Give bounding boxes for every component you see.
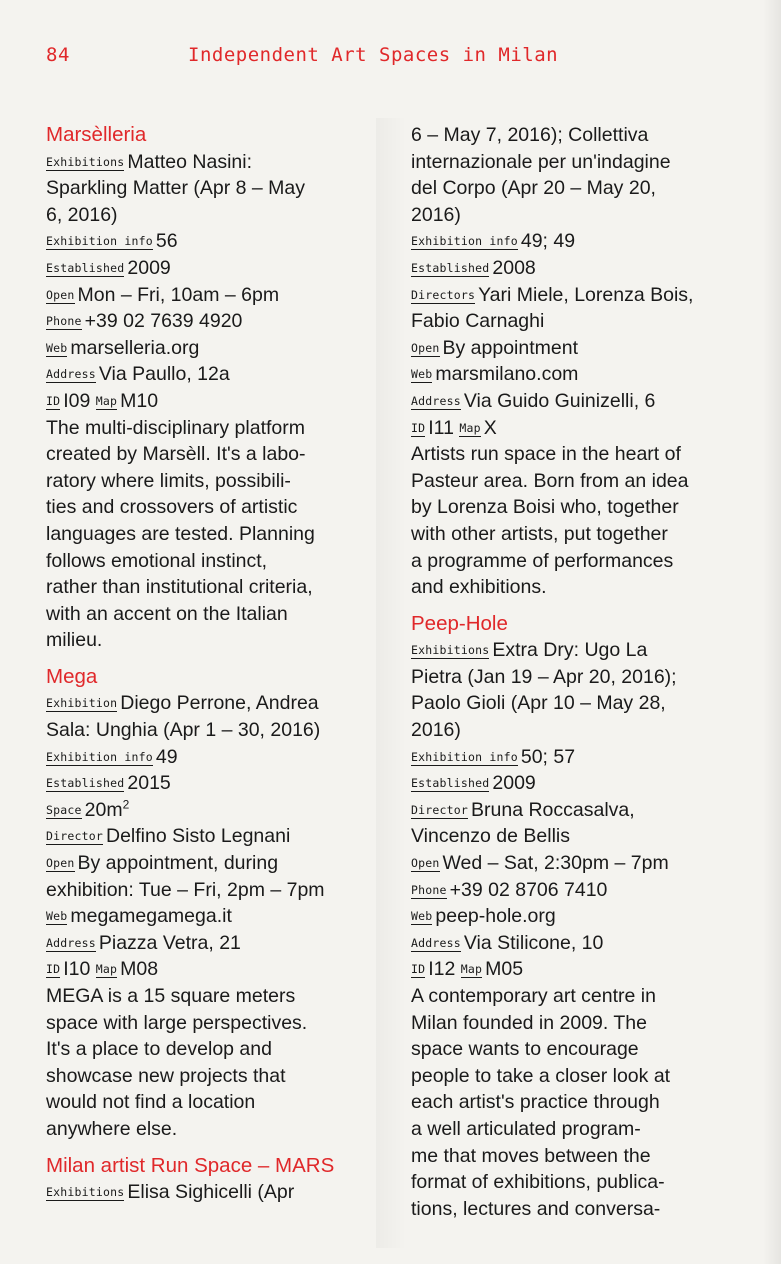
web-line bbox=[46, 335, 376, 362]
entry-title: Marsèlleria bbox=[46, 123, 147, 146]
field-label: Exhibition info bbox=[411, 749, 518, 764]
field-value: Yari Miele, Lorenza Bois, bbox=[478, 283, 694, 306]
entry-title: Mega bbox=[46, 664, 98, 688]
open-line bbox=[411, 850, 746, 877]
description-line: space wants to encourage bbox=[411, 1038, 639, 1061]
description-line: Pasteur area. Born from an idea bbox=[411, 469, 689, 492]
entry-title: Peep-Hole bbox=[411, 611, 508, 635]
field-value: 49 bbox=[155, 745, 178, 768]
field-value: Extra Dry: Ugo La bbox=[492, 639, 648, 662]
director-line: Vincenzo de Bellis bbox=[411, 825, 570, 848]
field-value: 2008 bbox=[492, 256, 536, 279]
exhibitions-line bbox=[411, 637, 746, 664]
description-line: anywhere else. bbox=[46, 1117, 178, 1140]
address-line bbox=[411, 930, 746, 957]
established-line bbox=[46, 255, 376, 282]
field-label: Phone bbox=[411, 882, 447, 897]
exhibitions-line: internazionale per un'indagine bbox=[411, 150, 671, 173]
field-label: ID bbox=[46, 962, 61, 977]
field-value: M05 bbox=[485, 958, 524, 981]
description-line: people to take a closer look at bbox=[411, 1064, 671, 1087]
id-map-line bbox=[411, 956, 746, 983]
field-value: 20m bbox=[84, 798, 123, 821]
description-line: Milan founded in 2009. The bbox=[411, 1011, 647, 1034]
right-column bbox=[411, 122, 746, 1222]
field-value: Via Stilicone, 10 bbox=[463, 931, 604, 954]
exhibition-info-line bbox=[46, 228, 376, 255]
exhibitions-line: 2016) bbox=[411, 719, 461, 742]
field-label: ID bbox=[46, 393, 61, 408]
entry-mars-start bbox=[46, 1153, 376, 1206]
field-value: peep-hole.org bbox=[435, 905, 556, 928]
exhibitions-line: 6, 2016) bbox=[46, 203, 118, 226]
exhibition-info-line bbox=[411, 744, 746, 771]
open-line: exhibition: Tue – Fri, 2pm – 7pm bbox=[46, 878, 325, 901]
director-line: Fabio Carnaghi bbox=[411, 310, 545, 333]
field-value: +39 02 7639 4920 bbox=[84, 310, 243, 333]
bleed-through-shadow bbox=[376, 118, 406, 1248]
entry-title: Milan artist Run Space – MARS bbox=[46, 1153, 335, 1177]
entry-mega bbox=[46, 664, 376, 1143]
description-line: rather than institutional criteria, bbox=[46, 576, 313, 599]
field-value: 49; 49 bbox=[520, 230, 576, 253]
field-value: M10 bbox=[120, 389, 159, 412]
field-value: Piazza Vetra, 21 bbox=[98, 931, 241, 954]
field-label: Space bbox=[46, 802, 82, 817]
description-line: milieu. bbox=[46, 629, 103, 652]
description-line: format of exhibitions, publica- bbox=[411, 1171, 665, 1194]
director-line bbox=[411, 282, 746, 309]
web-line bbox=[46, 903, 376, 930]
superscript: 2 bbox=[122, 797, 130, 812]
description-line: each artist's practice through bbox=[411, 1091, 660, 1114]
exhibitions-line: Sala: Unghia (Apr 1 – 30, 2016) bbox=[46, 719, 321, 742]
field-label: Open bbox=[411, 340, 440, 355]
field-value: Via Guido Guinizelli, 6 bbox=[463, 389, 656, 412]
field-label: Director bbox=[46, 829, 103, 844]
exhibitions-line: del Corpo (Apr 20 – May 20, bbox=[411, 177, 656, 200]
field-label: Established bbox=[46, 260, 125, 275]
running-title: Independent Art Spaces in Milan bbox=[188, 44, 559, 66]
description-line: MEGA is a 15 square meters bbox=[46, 985, 296, 1007]
field-label: Address bbox=[411, 393, 461, 408]
field-value: megamegamega.it bbox=[70, 905, 232, 928]
field-label: Open bbox=[46, 287, 75, 302]
field-label: Map bbox=[460, 962, 483, 977]
field-label: Exhibition info bbox=[411, 234, 518, 249]
entry-mars-continued bbox=[411, 122, 746, 601]
space-line bbox=[46, 797, 376, 824]
field-value: I10 bbox=[63, 958, 91, 981]
description-line: with other artists, put together bbox=[411, 522, 668, 545]
description-line: tions, lectures and conversa- bbox=[411, 1197, 661, 1220]
field-label: Open bbox=[411, 856, 440, 871]
director-line bbox=[46, 823, 376, 850]
web-line bbox=[411, 903, 746, 930]
description-line: It's a place to develop and bbox=[46, 1038, 272, 1061]
field-label: Web bbox=[46, 909, 68, 924]
web-line bbox=[411, 361, 746, 388]
entry-marselleria bbox=[46, 122, 376, 654]
field-label: Exhibition bbox=[46, 696, 118, 711]
field-value: Delfino Sisto Legnani bbox=[106, 825, 291, 848]
description-line: A contemporary art centre in bbox=[411, 985, 656, 1007]
field-value: Via Paullo, 12a bbox=[98, 363, 230, 386]
field-label: Director bbox=[411, 802, 468, 817]
field-value: I12 bbox=[428, 958, 456, 981]
exhibitions-line: 2016) bbox=[411, 203, 461, 226]
exhibition-info-line bbox=[46, 744, 376, 771]
field-label: Map bbox=[459, 420, 481, 435]
description-line: space with large perspectives. bbox=[46, 1011, 308, 1034]
exhibition-info-line bbox=[411, 228, 746, 255]
field-label: Exhibitions bbox=[411, 643, 490, 658]
field-label: Web bbox=[46, 340, 68, 355]
phone-line bbox=[411, 877, 746, 904]
exhibitions-line bbox=[46, 690, 376, 717]
field-label: Exhibitions bbox=[46, 1185, 125, 1200]
exhibitions-line: Sparkling Matter (Apr 8 – May bbox=[46, 177, 306, 200]
field-value: +39 02 8706 7410 bbox=[449, 878, 608, 901]
field-label: Address bbox=[46, 367, 96, 382]
field-value: Diego Perrone, Andrea bbox=[120, 692, 319, 715]
address-line bbox=[46, 361, 376, 388]
field-label: Directors bbox=[411, 287, 476, 302]
description-line: a programme of performances bbox=[411, 549, 674, 572]
description-line: follows emotional instinct, bbox=[46, 549, 268, 572]
field-value: Elisa Sighicelli (Apr bbox=[127, 1181, 295, 1204]
field-label: Map bbox=[95, 393, 118, 408]
page-number: 84 bbox=[46, 44, 70, 66]
established-line bbox=[411, 770, 746, 797]
open-line bbox=[46, 850, 376, 877]
field-value: Mon – Fri, 10am – 6pm bbox=[77, 283, 280, 306]
exhibitions-line: Pietra (Jan 19 – Apr 20, 2016); bbox=[411, 665, 677, 688]
description-line: a well articulated program- bbox=[411, 1117, 641, 1140]
description-line: by Lorenza Boisi who, together bbox=[411, 496, 679, 519]
field-value: Wed – Sat, 2:30pm – 7pm bbox=[442, 852, 669, 875]
field-label: ID bbox=[411, 962, 426, 977]
field-label: Web bbox=[411, 909, 433, 924]
field-label: Established bbox=[411, 776, 490, 791]
exhibitions-line: Paolo Gioli (Apr 10 – May 28, bbox=[411, 692, 666, 715]
description-line: The multi-disciplinary platform bbox=[46, 416, 305, 439]
field-value: 50; 57 bbox=[520, 745, 576, 768]
field-label: Exhibition info bbox=[46, 749, 153, 764]
field-value: marsmilano.com bbox=[435, 363, 579, 386]
field-label: Open bbox=[46, 856, 75, 871]
address-line bbox=[46, 930, 376, 957]
description-line: me that moves between the bbox=[411, 1144, 651, 1167]
established-line bbox=[411, 255, 746, 282]
established-line bbox=[46, 770, 376, 797]
field-label: Phone bbox=[46, 314, 82, 329]
field-label: Map bbox=[95, 962, 118, 977]
field-value: I09 bbox=[63, 389, 91, 412]
description-line: languages are tested. Planning bbox=[46, 522, 315, 545]
exhibitions-line bbox=[46, 149, 376, 176]
field-value: I11 bbox=[428, 416, 454, 439]
exhibitions-line bbox=[46, 1179, 376, 1206]
open-line bbox=[411, 335, 746, 362]
entry-peep-hole bbox=[411, 611, 746, 1223]
field-value: M08 bbox=[120, 958, 159, 981]
description-line: would not find a location bbox=[46, 1091, 256, 1114]
address-line bbox=[411, 388, 746, 415]
description-line: ties and crossovers of artistic bbox=[46, 496, 298, 519]
field-value: marselleria.org bbox=[70, 336, 200, 359]
field-value: By appointment bbox=[442, 336, 579, 359]
field-label: Address bbox=[411, 935, 461, 950]
description-line: Artists run space in the heart of bbox=[411, 443, 681, 466]
field-value: 56 bbox=[155, 230, 178, 253]
description-line: showcase new projects that bbox=[46, 1064, 286, 1087]
id-map-line bbox=[46, 956, 376, 983]
description-line: and exhibitions. bbox=[411, 576, 547, 599]
field-label: Established bbox=[46, 776, 125, 791]
director-line bbox=[411, 797, 746, 824]
open-line bbox=[46, 282, 376, 309]
field-value: Bruna Roccasalva, bbox=[471, 798, 635, 821]
field-label: Web bbox=[411, 367, 433, 382]
id-map-line bbox=[46, 388, 376, 415]
left-column bbox=[46, 122, 376, 1206]
field-label: ID bbox=[411, 420, 426, 435]
field-label: Exhibitions bbox=[46, 154, 125, 169]
exhibitions-line: 6 – May 7, 2016); Collettiva bbox=[411, 124, 649, 146]
phone-line bbox=[46, 308, 376, 335]
field-value: X bbox=[483, 416, 497, 439]
id-map-line bbox=[411, 415, 746, 442]
field-value: 2009 bbox=[492, 772, 536, 795]
page-edge-shadow bbox=[763, 0, 781, 1264]
field-label: Exhibition info bbox=[46, 234, 153, 249]
description-line: with an accent on the Italian bbox=[46, 602, 288, 625]
description-line: ratory where limits, possibili- bbox=[46, 469, 291, 492]
field-value: 2009 bbox=[127, 256, 171, 279]
page-header bbox=[46, 44, 741, 74]
field-label: Address bbox=[46, 935, 96, 950]
field-value: Matteo Nasini: bbox=[127, 150, 253, 173]
field-value: By appointment, during bbox=[77, 852, 279, 875]
description-line: created by Marsèll. It's a labo- bbox=[46, 443, 306, 466]
field-label: Established bbox=[411, 260, 490, 275]
field-value: 2015 bbox=[127, 772, 171, 795]
